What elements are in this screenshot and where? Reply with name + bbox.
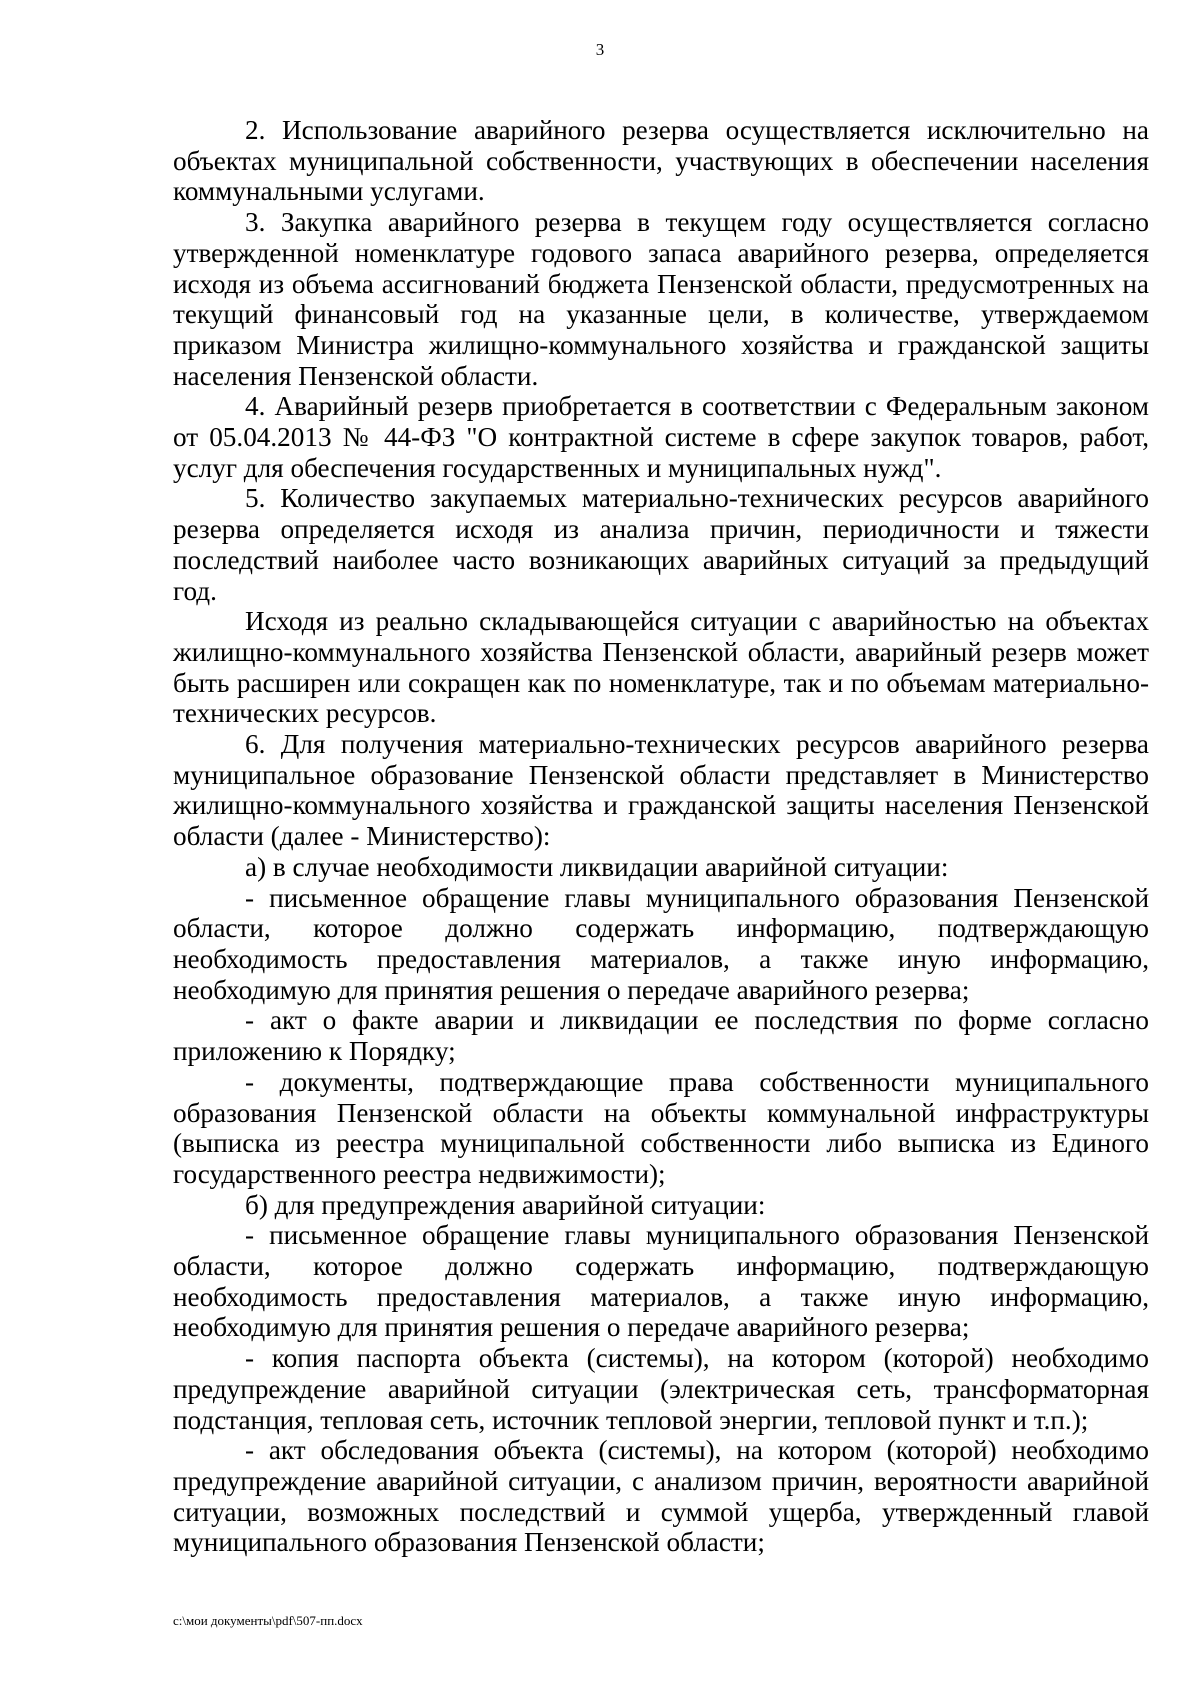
subitem-b-bullet-2: - копия паспорта объекта (системы), на котором (которой) необходимо предупреждение аварийной ситуации (электрическая сеть, трансформаторная подстанция, тепловая сеть, источник тепловой энергии, тепловой пункт и т.п.); [173, 1343, 1156, 1435]
footer-file-path: c:\мои документы\pdf\507-пп.docx [173, 1613, 363, 1628]
subitem-a-bullet-2: - акт о факте аварии и ликвидации ее последствия по форме согласно приложению к Порядку; [173, 1005, 1156, 1067]
paragraph-3: 3. Закупка аварийного резерва в текущем году осуществляется согласно утвержденной номенклатуре годового запаса аварийного резерва, определяется исходя из объема ассигнований бюджета Пензенской области, предусмотренных на текущий финансовый год на указанные цели, в количестве, утверждаемом приказом Министра жилищно-коммунального хозяйства и гражданской защиты населения Пензенской области. [173, 207, 1156, 391]
paragraph-5: 5. Количество закупаемых материально-технических ресурсов аварийного резерва определяется исходя из анализа причин, периодичности и тяжести последствий наиболее часто возникающих аварийных ситуаций за предыдущий год. [173, 483, 1156, 606]
paragraph-5-continued: Исходя из реально складывающейся ситуации с аварийностью на объектах жилищно-коммунального хозяйства Пензенской области, аварийный резерв может быть расширен или сокращен как по номенклатуре, так и по объемам материально-технических ресурсов. [173, 606, 1156, 729]
subitem-b-heading: б) для предупреждения аварийной ситуации: [245, 1189, 766, 1220]
paragraph-4: 4. Аварийный резерв приобретается в соответствии с Федеральным законом от 05.04.2013 № 44-ФЗ "О контрактной системе в сфере закупок товаров, работ, услуг для обеспечения государственных и муниципальных нужд". [173, 391, 1156, 483]
subitem-a-heading: а) в случае необходимости ликвидации аварийной ситуации: [245, 851, 949, 882]
subitem-b-bullet-3: - акт обследования объекта (системы), на котором (которой) необходимо предупреждение аварийной ситуации, с анализом причин, вероятности аварийной ситуации, возможных последствий и суммой ущерба, утвержденный главой муниципального образования Пензенской области; [173, 1435, 1156, 1558]
page-number: 3 [595, 40, 605, 59]
paragraph-2: 2. Использование аварийного резерва осуществляется исключительно на объектах муниципальной собственности, участвующих в обеспечении населения коммунальными услугами. [173, 115, 1156, 207]
subitem-b-bullet-1: - письменное обращение главы муниципального образования Пензенской области, которое должно содержать информацию, подтверждающую необходимость предоставления материалов, а также иную информацию, необходимую для принятия решения о передаче аварийного резерва; [173, 1220, 1156, 1343]
subitem-a-bullet-3: - документы, подтверждающие права собственности муниципального образования Пензенской области на объекты коммунальной инфраструктуры (выписка из реестра муниципальной собственности либо выписка из Единого государственного реестра недвижимости); [173, 1066, 1156, 1189]
paragraph-6: 6. Для получения материально-технических ресурсов аварийного резерва муниципальное образование Пензенской области представляет в Министерство жилищно-коммунального хозяйства и гражданской защиты населения Пензенской области (далее - Министерство): [173, 729, 1156, 852]
document-body [173, 115, 1156, 1558]
subitem-a-bullet-1: - письменное обращение главы муниципального образования Пензенской области, которое должно содержать информацию, подтверждающую необходимость предоставления материалов, а также иную информацию, необходимую для принятия решения о передаче аварийного резерва; [173, 882, 1156, 1005]
